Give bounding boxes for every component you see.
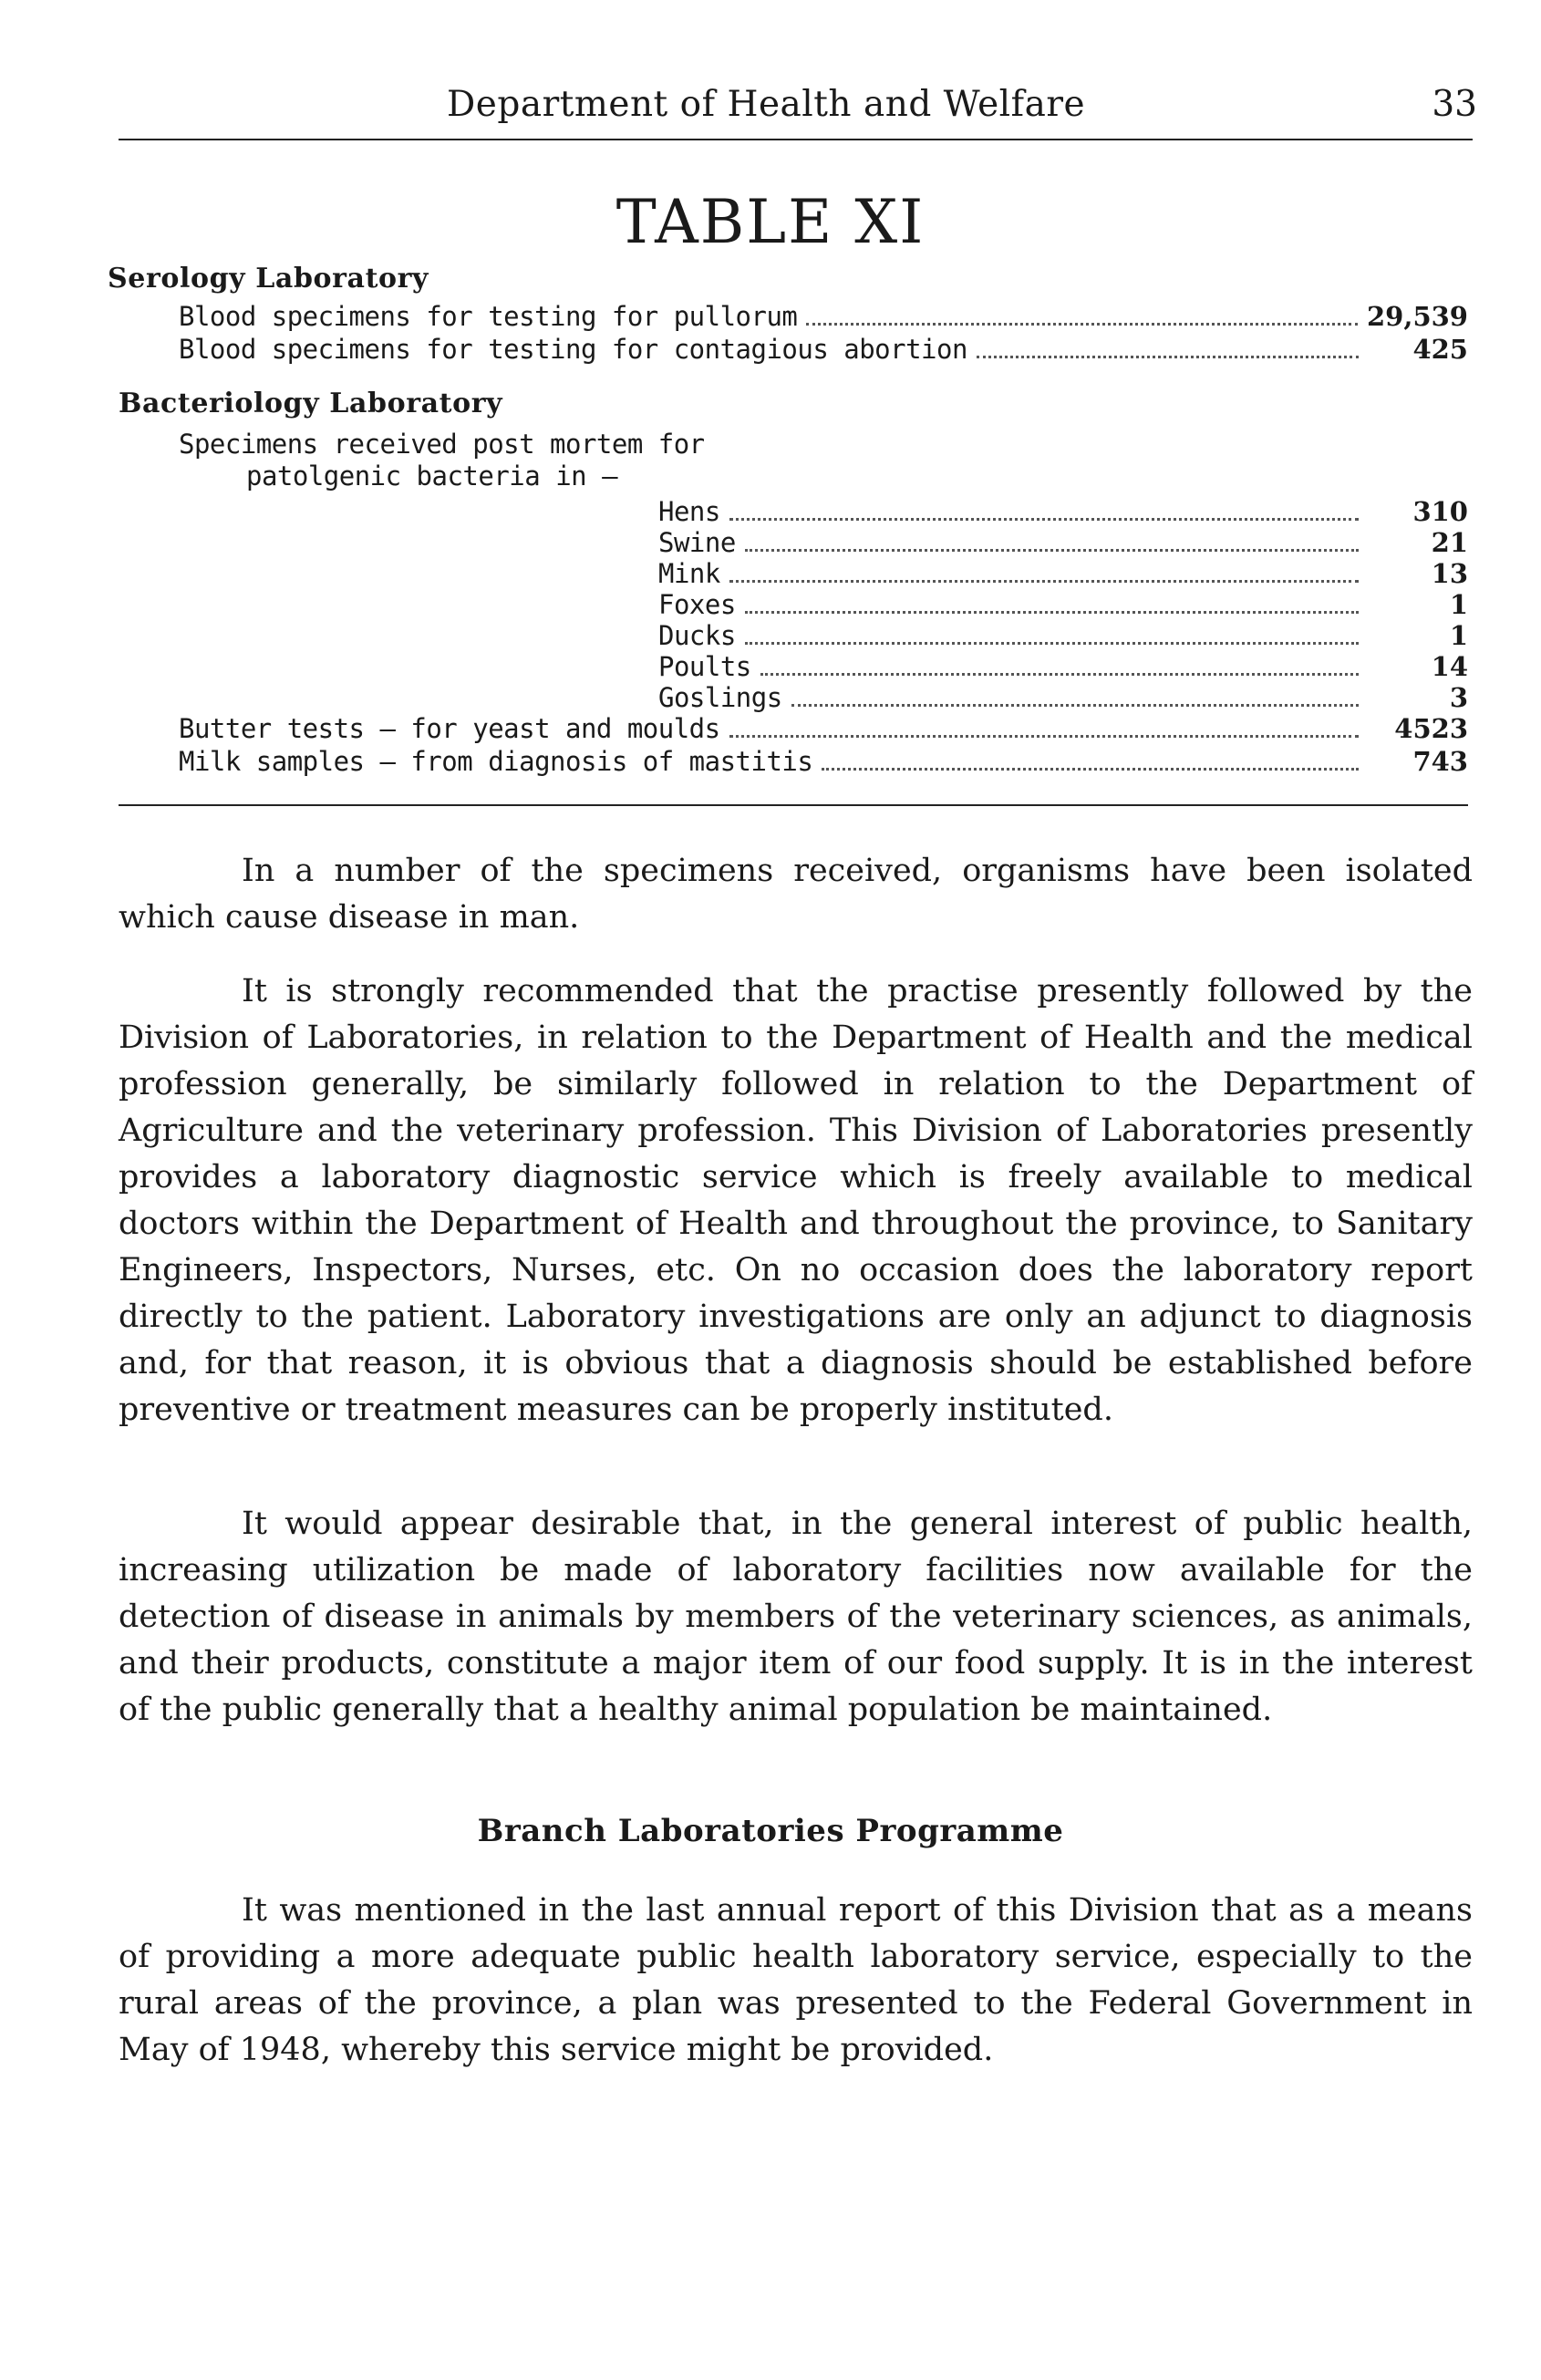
row-label: Goslings: [658, 682, 782, 713]
paragraph: In a number of the specimens received, organisms have been isolated which cause disease in man.: [119, 853, 1473, 936]
row-value: 14: [1431, 651, 1468, 682]
bacteriology-heading: Bacteriology Laboratory: [119, 388, 503, 419]
row-value: 1: [1449, 589, 1468, 620]
row-value: 1: [1449, 620, 1468, 651]
row-label: Swine: [658, 527, 736, 558]
row-value: 425: [1412, 334, 1468, 365]
table-row: [658, 620, 1468, 651]
paragraph: It would appear desirable that, in the general interest of public health, increasing utilization be made of laboratory facilities now available for the detection of disease in animals by members of the veterinary sciences, as animals, and their products, constitute a major item of our food supply. It is in the interest of the public generally that a healthy animal population be maintained.: [119, 1506, 1473, 1728]
leader-dots: [745, 641, 1359, 645]
serology-heading: Serology Laboratory: [108, 263, 429, 295]
leader-dots: [977, 355, 1359, 358]
row-value: 4523: [1394, 713, 1468, 744]
bacteriology-intro-line-2: patolgenic bacteria in —: [246, 460, 618, 492]
row-label: Hens: [658, 496, 720, 527]
table-title: TABLE XI: [615, 187, 926, 257]
row-label: Ducks: [658, 620, 736, 651]
row-value: 29,539: [1367, 301, 1468, 332]
table-row: [179, 713, 1468, 744]
section-subheading: Branch Laboratories Programme: [477, 1813, 1064, 1849]
table-row: [658, 558, 1468, 589]
row-label: Poults: [658, 651, 751, 682]
table-row: [658, 496, 1468, 527]
leader-dots: [745, 610, 1359, 614]
header-rule: [119, 139, 1473, 140]
running-header: [447, 84, 1477, 139]
leader-dots: [729, 517, 1359, 521]
leader-dots: [760, 672, 1359, 676]
leader-dots: [791, 703, 1359, 707]
bacteriology-intro-line-1: Specimens received post mortem for: [179, 429, 705, 460]
running-title: Department of Health and Welfare: [447, 84, 1086, 125]
paragraph: It is strongly recommended that the practise presently followed by the Division of Laboratories, in relation to the Department of Health and the medical profession generally, be similarly followed in relation to the Department of Agriculture and the veterinary profession. This Division of Laboratories presently provides a laboratory diagnostic service which is freely available to medical doctors within the Department of Health and throughout the province, to Sanitary Engineers, Inspectors, Nurses, etc. On no occasion does the laboratory report directly to the patient. Laboratory investigations are only an adjunct to diagnosis and, for that reason, it is obvious that a diagnosis should be established before preventive or treatment measures can be properly instituted.: [119, 973, 1473, 1428]
paragraph: It was mentioned in the last annual report of this Division that as a means of providing a more adequate public health laboratory service, especially to the rural areas of the province, a plan was presented to the Federal Government in May of 1948, whereby this service might be provided.: [119, 1892, 1473, 2068]
row-value: 310: [1412, 496, 1468, 527]
row-label: Blood specimens for testing for pullorum: [179, 301, 798, 332]
leader-dots: [729, 734, 1359, 738]
leader-dots: [745, 548, 1359, 552]
table-row: [658, 651, 1468, 682]
table-row: [658, 527, 1468, 558]
row-value: 13: [1431, 558, 1468, 589]
row-label: Foxes: [658, 589, 736, 620]
row-value: 743: [1412, 746, 1468, 777]
table-row: [179, 746, 1468, 777]
row-label: Mink: [658, 558, 720, 589]
row-label: Milk samples — from diagnosis of mastitis: [179, 746, 813, 777]
table-row: [179, 301, 1468, 332]
row-label: Blood specimens for testing for contagious abortion: [179, 334, 967, 365]
row-value: 3: [1449, 682, 1468, 713]
page-number: 33: [1432, 84, 1477, 125]
table-row: [179, 334, 1468, 365]
row-value: 21: [1431, 527, 1468, 558]
leader-dots: [729, 579, 1359, 583]
table-row: [658, 589, 1468, 620]
leader-dots: [806, 322, 1358, 326]
table-bottom-rule: [119, 804, 1468, 806]
row-label: Butter tests — for yeast and moulds: [179, 713, 720, 744]
table-row: [658, 682, 1468, 713]
leader-dots: [822, 767, 1359, 771]
